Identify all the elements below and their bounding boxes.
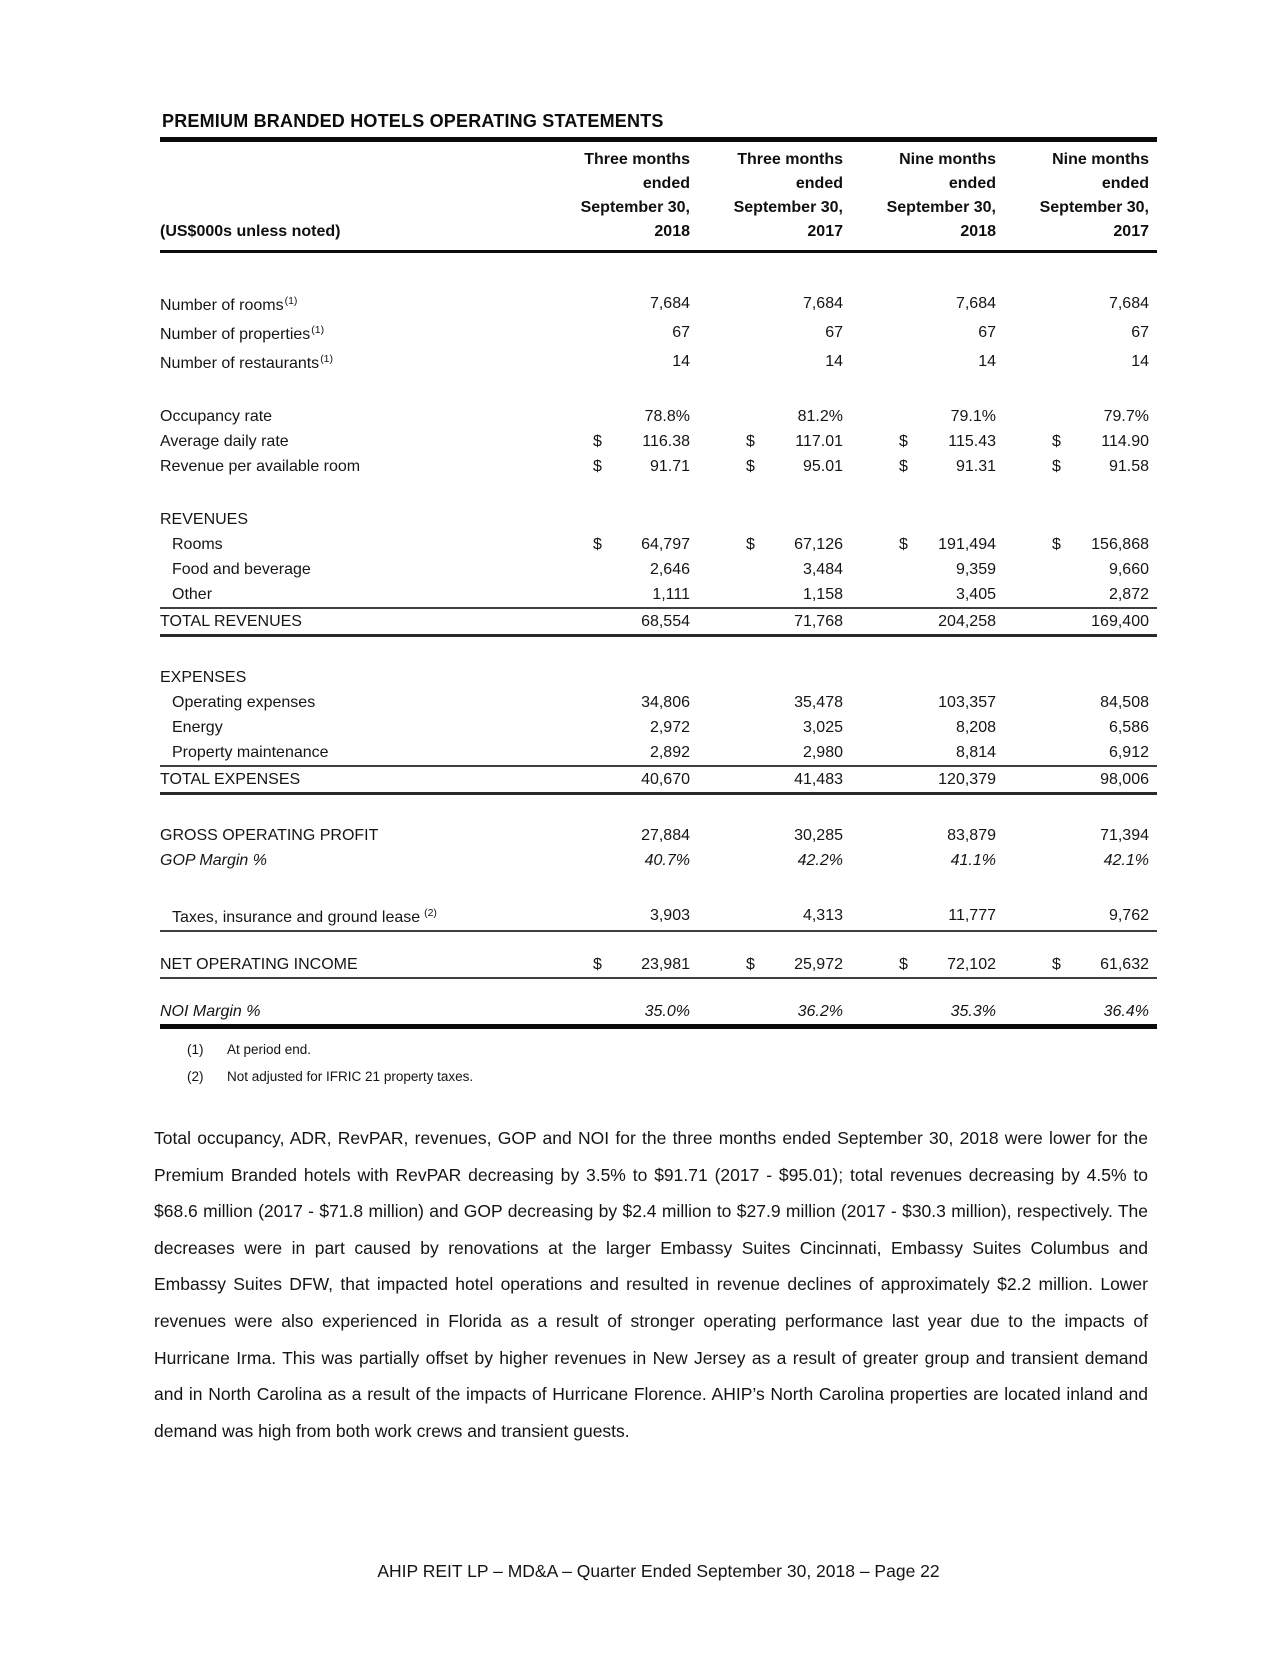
cell-value: 2,872	[1108, 586, 1149, 603]
table-row	[160, 429, 1157, 454]
cell-value: 71,768	[794, 613, 843, 630]
table-cell	[996, 903, 1149, 928]
table-cell	[996, 429, 1149, 454]
cell-value: 79.1%	[950, 408, 996, 425]
header-line: 2017	[1113, 223, 1149, 240]
currency-symbol: $	[899, 458, 908, 475]
table-cell	[843, 404, 996, 429]
row-label: Food and beverage	[172, 561, 311, 578]
page-content	[154, 111, 1157, 1467]
table-cell	[843, 291, 996, 316]
cell-value: 117.01	[795, 433, 843, 450]
cell-value: 204,258	[938, 613, 996, 630]
cell-value: 91.71	[649, 458, 690, 475]
currency-symbol: $	[899, 536, 908, 553]
row-label: REVENUES	[160, 511, 249, 528]
header-line: September 30,	[733, 199, 843, 216]
currency-symbol: $	[746, 536, 755, 553]
table-cell	[690, 349, 843, 374]
table-cell	[537, 404, 690, 429]
table-cell	[690, 848, 843, 873]
cell-value: 1,158	[802, 586, 843, 603]
table-cell	[537, 532, 690, 557]
table-cell	[537, 320, 690, 345]
cell-value: 14	[978, 353, 996, 370]
table-row	[160, 690, 1157, 715]
cell-value: 9,359	[955, 561, 996, 578]
table-cell	[996, 999, 1149, 1024]
header-line: September 30,	[580, 199, 690, 216]
table-cell	[996, 715, 1149, 740]
table-cell	[537, 582, 690, 607]
cell-value: 4,313	[802, 907, 843, 924]
cell-value: 156,868	[1091, 536, 1149, 553]
row-label: Occupancy rate	[160, 408, 273, 425]
table-cell	[843, 582, 996, 607]
table-row	[160, 557, 1157, 582]
cell-value: 115.43	[948, 433, 996, 450]
table-spacer	[160, 795, 1157, 823]
row-label: Energy	[172, 719, 223, 736]
table-cell	[690, 404, 843, 429]
table-cell	[843, 715, 996, 740]
cell-value: 71,394	[1100, 827, 1149, 844]
row-label: Operating expenses	[172, 694, 316, 711]
cell-value: 120,379	[938, 771, 996, 788]
cell-value: 35,478	[794, 694, 843, 711]
table-cell	[690, 454, 843, 479]
table-cell	[996, 404, 1149, 429]
header-line: 2018	[654, 223, 690, 240]
footnote-marker: (1)	[311, 324, 325, 336]
cell-value: 72,102	[947, 956, 996, 973]
table-cell	[843, 999, 996, 1024]
page-footer: AHIP REIT LP – MD&A – Quarter Ended September 30, 2018 – Page 22	[377, 1561, 940, 1581]
cell-value: 67,126	[794, 536, 843, 553]
table-cell	[996, 532, 1149, 557]
row-label: NOI Margin %	[160, 1003, 261, 1020]
table-cell	[537, 767, 690, 792]
cell-value: 25,972	[794, 956, 843, 973]
row-label: Revenue per available room	[160, 458, 361, 475]
table-footnotes	[160, 1036, 1157, 1090]
currency-symbol: $	[593, 956, 602, 973]
row-label: EXPENSES	[160, 669, 247, 686]
table-cell	[690, 999, 843, 1024]
table-row	[160, 848, 1157, 873]
table-spacer	[160, 873, 1157, 901]
table-cell	[537, 557, 690, 582]
cell-value: 41.1%	[950, 852, 996, 869]
row-label: Other	[172, 586, 213, 603]
row-label: NET OPERATING INCOME	[160, 956, 358, 973]
row-label: Number of restaurants$^{(1)}$	[160, 353, 334, 372]
cell-value: 3,903	[649, 907, 690, 924]
table-cell	[537, 349, 690, 374]
footnote-marker: (2)	[421, 907, 437, 919]
table-cell	[537, 291, 690, 316]
footnote-text: Not adjusted for IFRIC 21 property taxes.	[227, 1069, 474, 1084]
table-cell	[690, 320, 843, 345]
table-cell	[843, 767, 996, 792]
row-label: TOTAL REVENUES	[160, 613, 302, 630]
table-cell	[690, 291, 843, 316]
cell-value: 2,646	[649, 561, 690, 578]
cell-value: 7,684	[955, 295, 996, 312]
table-cell	[996, 454, 1149, 479]
table-cell	[843, 690, 996, 715]
cell-value: 61,632	[1100, 956, 1149, 973]
row-label: Property maintenance	[172, 744, 329, 761]
cell-value: 116.38	[642, 433, 690, 450]
footnote	[160, 1063, 1157, 1090]
table-spacer	[160, 932, 1157, 952]
table-cell	[996, 848, 1149, 873]
table-row	[160, 665, 1157, 690]
table-cell	[537, 903, 690, 928]
table-row	[160, 582, 1157, 607]
table-row	[160, 715, 1157, 740]
cell-value: 14	[825, 353, 843, 370]
table-cell	[690, 715, 843, 740]
cell-value: 11,777	[948, 907, 996, 924]
footnote-text: At period end.	[227, 1042, 312, 1057]
table-cell	[843, 903, 996, 928]
currency-symbol: $	[746, 956, 755, 973]
footnote	[160, 1036, 1157, 1063]
header-line: Three months	[737, 151, 843, 168]
table-cell	[537, 823, 690, 848]
table-body	[160, 253, 1157, 1029]
header-line: ended	[795, 175, 843, 192]
table-cell	[537, 952, 690, 977]
cell-value: 35.0%	[644, 1003, 690, 1020]
currency-symbol: $	[1052, 536, 1061, 553]
table-cell	[843, 740, 996, 765]
table-cell	[996, 767, 1149, 792]
cell-value: 191,494	[938, 536, 996, 553]
table-row	[160, 765, 1157, 795]
table-cell	[537, 609, 690, 634]
table-cell	[996, 582, 1149, 607]
table-cell	[996, 291, 1149, 316]
cell-value: 67	[825, 324, 843, 341]
table-row	[160, 532, 1157, 557]
table-header-col-4	[996, 148, 1149, 244]
table-cell	[537, 715, 690, 740]
cell-value: 30,285	[794, 827, 843, 844]
cell-value: 2,980	[802, 744, 843, 761]
table-cell	[690, 740, 843, 765]
cell-value: 103,357	[938, 694, 996, 711]
header-line: 2017	[807, 223, 843, 240]
table-row	[160, 507, 1157, 532]
table-cell	[537, 999, 690, 1024]
cell-value: 95.01	[802, 458, 843, 475]
table-cell	[843, 557, 996, 582]
table-cell	[996, 609, 1149, 634]
header-line: September 30,	[1039, 199, 1149, 216]
table-cell	[996, 349, 1149, 374]
header-line: ended	[948, 175, 996, 192]
table-row	[160, 318, 1157, 347]
cell-value: 7,684	[1108, 295, 1149, 312]
table-header-row	[160, 137, 1157, 253]
table-row	[160, 823, 1157, 848]
cell-value: 42.1%	[1103, 852, 1149, 869]
table-cell	[843, 823, 996, 848]
header-line: September 30,	[886, 199, 996, 216]
cell-value: 68,554	[641, 613, 690, 630]
table-cell	[690, 557, 843, 582]
table-row	[160, 607, 1157, 637]
row-label: GROSS OPERATING PROFIT	[160, 827, 379, 844]
table-cell	[537, 454, 690, 479]
currency-symbol: $	[593, 458, 602, 475]
row-label: TOTAL EXPENSES	[160, 771, 301, 788]
table-cell	[690, 903, 843, 928]
cell-value: 40.7%	[644, 852, 690, 869]
cell-value: 36.2%	[797, 1003, 843, 1020]
cell-value: 6,586	[1108, 719, 1149, 736]
cell-value: 42.2%	[797, 852, 843, 869]
table-cell	[843, 532, 996, 557]
cell-value: 91.31	[955, 458, 996, 475]
header-line: ended	[1101, 175, 1149, 192]
currency-symbol: $	[899, 956, 908, 973]
cell-value: 9,762	[1108, 907, 1149, 924]
currency-symbol: $	[746, 458, 755, 475]
table-spacer	[160, 979, 1157, 999]
cell-value: 169,400	[1091, 613, 1149, 630]
cell-value: 114.90	[1101, 433, 1149, 450]
cell-value: 2,972	[649, 719, 690, 736]
table-cell	[843, 609, 996, 634]
table-cell	[843, 349, 996, 374]
cell-value: 3,025	[802, 719, 843, 736]
cell-value: 35.3%	[950, 1003, 996, 1020]
row-label: Number of properties$^{(1)}$	[160, 324, 325, 343]
cell-value: 36.4%	[1103, 1003, 1149, 1020]
table-cell	[996, 823, 1149, 848]
cell-value: 7,684	[802, 295, 843, 312]
header-line: Nine months	[1052, 151, 1149, 168]
table-cell	[690, 767, 843, 792]
currency-symbol: $	[593, 536, 602, 553]
cell-value: 91.58	[1108, 458, 1149, 475]
table-cell	[843, 454, 996, 479]
table-row	[160, 454, 1157, 479]
header-line: 2018	[960, 223, 996, 240]
table-cell	[690, 609, 843, 634]
table-cell	[690, 429, 843, 454]
cell-value: 23,981	[641, 956, 690, 973]
page-title: PREMIUM BRANDED HOTELS OPERATING STATEMENTS	[162, 111, 664, 131]
table-row	[160, 999, 1157, 1029]
cell-value: 9,660	[1108, 561, 1149, 578]
footnote-number: (2)	[187, 1069, 204, 1084]
cell-value: 67	[978, 324, 996, 341]
table-cell	[996, 690, 1149, 715]
cell-value: 14	[1131, 353, 1149, 370]
currency-symbol: $	[1052, 433, 1061, 450]
table-header-col-1	[537, 148, 690, 244]
commentary-paragraph: Total occupancy, ADR, RevPAR, revenues, GOP and NOI for the three months ended September 30, 2018 were lower for the Premium Branded hotels with RevPAR decreasing by 3.5% to $91.71 (2017 - $95.01); total revenues decreasing by 4.5% to $68.6 million (2017 - $71.8 million) and GOP decreasing by $2.4 million to $27.9 million (2017 - $30.3 million), respectively. The decreases were in part caused by renovations at the larger Embassy Suites Cincinnati, Embassy Suites Columbus and Embassy Suites DFW, that impacted hotel operations and resulted in revenue declines of approximately $2.2 million. Lower revenues were also experienced in Florida as a result of stronger operating performance last year due to the impacts of Hurricane Irma. This was partially offset by higher revenues in New Jersey as a result of greater group and transient demand and in North Carolina as a result of the impacts of Hurricane Florence. AHIP’s North Carolina properties are located inland and demand was high from both work crews and transient guests.	[154, 1128, 1148, 1441]
currency-symbol: $	[1052, 458, 1061, 475]
currency-symbol: $	[593, 433, 602, 450]
operating-statements-table	[160, 137, 1157, 1029]
cell-value: 1,111	[652, 586, 690, 603]
row-label: Number of rooms$^{(1)}$	[160, 295, 298, 314]
table-row	[160, 952, 1157, 979]
table-cell	[537, 429, 690, 454]
table-cell	[843, 848, 996, 873]
table-row	[160, 404, 1157, 429]
table-header-col-3	[843, 148, 996, 244]
currency-symbol: $	[1052, 956, 1061, 973]
cell-value: 98,006	[1100, 771, 1149, 788]
table-cell	[690, 952, 843, 977]
table-cell	[996, 952, 1149, 977]
footnote-number: (1)	[187, 1042, 204, 1057]
cell-value: 84,508	[1100, 694, 1149, 711]
table-cell	[690, 823, 843, 848]
cell-value: 83,879	[947, 827, 996, 844]
cell-value: 41,483	[794, 771, 843, 788]
table-cell	[843, 952, 996, 977]
table-cell	[537, 740, 690, 765]
cell-value: 67	[1131, 324, 1149, 341]
table-spacer	[160, 479, 1157, 507]
cell-value: 78.8%	[644, 408, 690, 425]
table-row	[160, 901, 1157, 932]
footnote-marker: (1)	[320, 353, 334, 365]
table-row	[160, 347, 1157, 376]
table-row	[160, 289, 1157, 318]
table-cell	[690, 690, 843, 715]
row-label: Taxes, insurance and ground lease $^{(2)}$	[172, 907, 437, 926]
table-cell	[690, 532, 843, 557]
cell-value: 40,670	[641, 771, 690, 788]
cell-value: 6,912	[1108, 744, 1149, 761]
footnote-marker: (1)	[284, 295, 298, 307]
cell-value: 3,484	[802, 561, 843, 578]
row-label: Average daily rate	[160, 433, 289, 450]
cell-value: 2,892	[649, 744, 690, 761]
table-cell	[537, 848, 690, 873]
table-cell	[996, 557, 1149, 582]
cell-value: 79.7%	[1103, 408, 1149, 425]
row-label: Rooms	[172, 536, 223, 553]
cell-value: 8,814	[955, 744, 996, 761]
cell-value: 27,884	[641, 827, 690, 844]
header-line: Nine months	[899, 151, 996, 168]
table-header-col-2	[690, 148, 843, 244]
cell-value: 14	[672, 353, 690, 370]
table-spacer	[160, 637, 1157, 665]
table-row	[160, 740, 1157, 765]
cell-value: 7,684	[649, 295, 690, 312]
table-cell	[996, 740, 1149, 765]
table-cell	[690, 582, 843, 607]
table-cell	[843, 320, 996, 345]
cell-value: 8,208	[955, 719, 996, 736]
row-label: GOP Margin %	[160, 852, 267, 869]
table-cell	[996, 320, 1149, 345]
table-spacer	[160, 253, 1157, 289]
table-cell	[843, 429, 996, 454]
currency-symbol: $	[899, 433, 908, 450]
table-spacer	[160, 376, 1157, 404]
currency-symbol: $	[746, 433, 755, 450]
cell-value: 81.2%	[797, 408, 843, 425]
cell-value: 34,806	[641, 694, 690, 711]
table-units-label: (US$000s unless noted)	[160, 223, 341, 240]
cell-value: 64,797	[641, 536, 690, 553]
cell-value: 67	[672, 324, 690, 341]
header-line: Three months	[584, 151, 690, 168]
table-cell	[537, 690, 690, 715]
cell-value: 3,405	[955, 586, 996, 603]
header-line: ended	[642, 175, 690, 192]
